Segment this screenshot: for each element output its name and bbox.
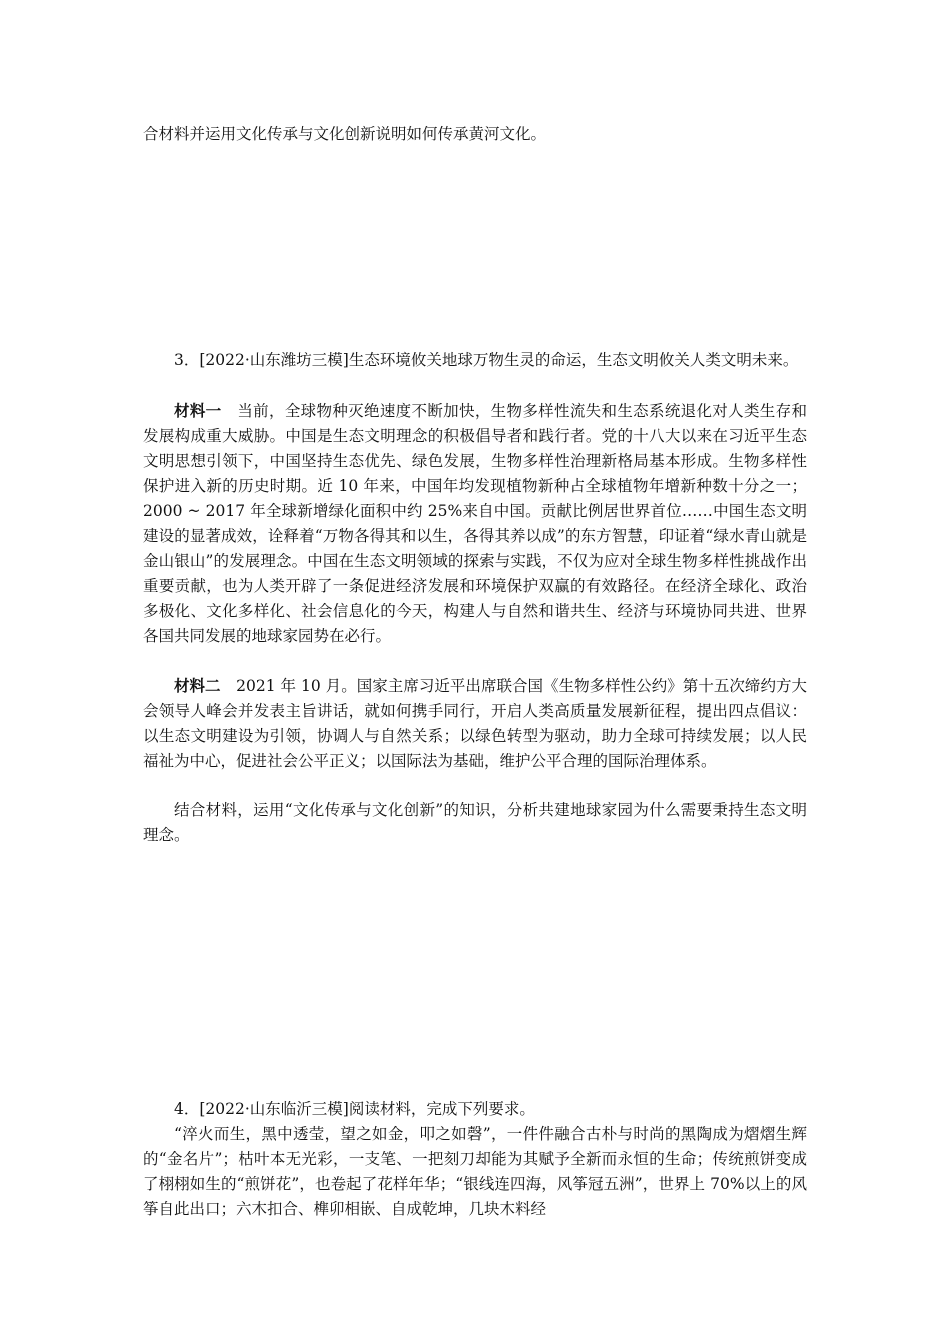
material-two-text: 2021 年 10 月。国家主席习近平出席联合国《生物多样性公约》第十五次缔约方大会领导人峰会并发表主旨讲话，就如何携手同行，开启人类高质量发展新征程，提出四点倡议：以生态文明建设为引领，协调人与自然关系；以绿色转型为驱动，助力全球可持续发展；以人民福祉为中心，促进社会公平正义；以国际法为基础，维护公平合理的国际治理体系。 — [143, 677, 807, 770]
q2-continuation-text: 合材料并运用文化传承与文化创新说明如何传承黄河文化。 — [143, 125, 547, 143]
q4-material-text: “淬火而生，黑中透莹，望之如金，叩之如磬”，一件件融合古朴与时尚的黑陶成为熠熠生辉的“金名片”；枯叶本无光彩，一支笔、一把刻刀却能为其赋予全新而永恒的生命；传统煎饼变成了栩栩如生的“煎饼花”，也卷起了花样年华；“银线连四海，风筝冠五洲”，世界上 70%以上的风筝自此出口；六木扣合、榫卯相嵌、自成乾坤，几块木料经 — [143, 1125, 807, 1218]
q3-intro: 3．[2022·山东潍坊三模]生态环境攸关地球万物生灵的命运，生态文明攸关人类文明未来。 — [174, 351, 799, 369]
material-one-label: 材料一 — [174, 401, 222, 420]
q3-material-two — [143, 673, 807, 774]
q3-prompt: 结合材料，运用“文化传承与文化创新”的知识，分析共建地球家园为什么需要秉持生态文明理念。 — [143, 801, 807, 844]
q4-intro: 4．[2022·山东临沂三模]阅读材料，完成下列要求。 — [174, 1100, 535, 1118]
q3-material-one — [143, 398, 807, 649]
material-one-text: 当前，全球物种灭绝速度不断加快，生物多样性流失和生态系统退化对人类生存和发展构成重大威胁。中国是生态文明理念的积极倡导者和践行者。党的十八大以来在习近平生态文明思想引领下，中国坚持生态优先、绿色发展，生物多样性治理新格局基本形成。生物多样性保护进入新的历史时期。近 10 年来，中国年均发现植物新种占全球植物年增新种数十分之一；2000 ~ 2017 年全球新增绿化面积中约 25%来自中国。贡献比例居世界首位……中国生态文明建设的显著成效，诠释着“万物各得其和以生，各得其养以成”的东方智慧，印证着“绿水青山就是金山银山”的发展理念。中国在生态文明领域的探索与实践，不仅为应对全球生物多样性挑战作出重要贡献，也为人类开辟了一条促进经济发展和环境保护双赢的有效路径。在经济全球化、政治多极化、文化多样化、社会信息化的今天，构建人与自然和谐共生、经济与环境协同共进、世界各国共同发展的地球家园势在必行。 — [143, 402, 807, 645]
material-two-label: 材料二 — [174, 676, 221, 695]
